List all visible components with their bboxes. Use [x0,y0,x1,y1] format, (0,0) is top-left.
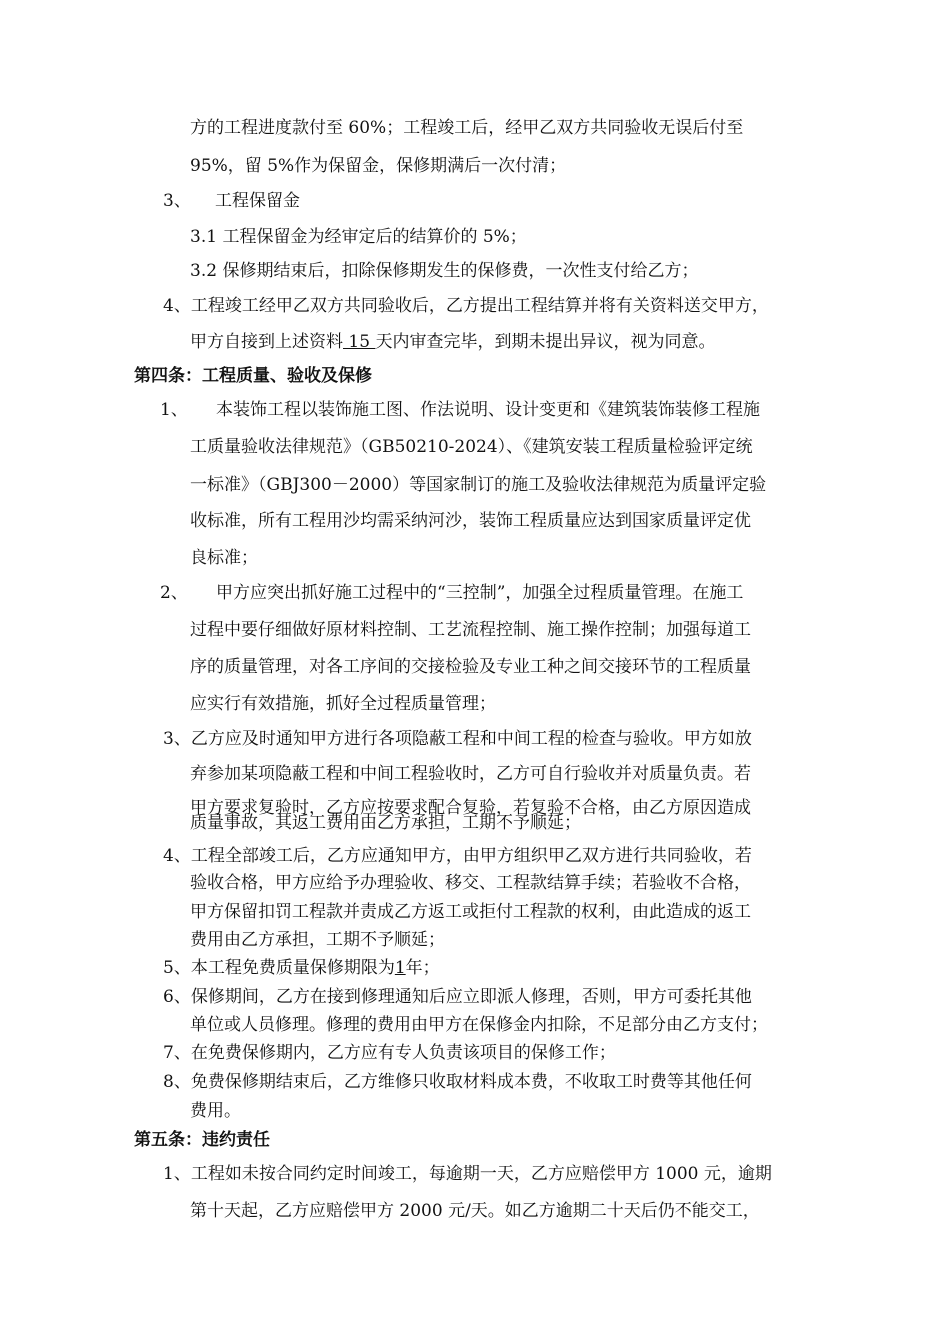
art4-item-2-line-1: 甲方应突出抓好施工过程中的“三控制”，加强全过程质量管理。在施工 [216,583,744,603]
art4-item-2-number: 2、 [160,583,188,603]
art4-item-2-line-4: 应实行有效措施，抓好全过程质量管理； [190,694,496,714]
art4-item-6-line-2: 单位或人员修理。修理的费用由甲方在保修金内扣除，不足部分由乙方支付； [190,1015,768,1035]
warranty-pre: 5、本工程免费质量保修期限为 [163,958,395,978]
art4-item-1-number: 1、 [160,400,188,420]
p0-line-2: 95%，留 5%作为保留金，保修期满后一次付清； [190,156,567,176]
review-days: 15 [343,332,376,352]
art4-item-4-line-3: 甲方保留扣罚工程款并责成乙方返工或拒付工程款的权利，由此造成的返工 [190,902,751,922]
article-4-heading: 第四条：工程质量、验收及保修 [134,366,372,386]
art4-item-5 [163,958,440,978]
art4-item-6-line-1: 6、保修期间，乙方在接到修理通知后应立即派人修理，否则，甲方可委托其他 [163,987,752,1007]
art4-item-1-line-1: 本装饰工程以装饰施工图、作法说明、设计变更和《建筑装饰装修工程施 [216,400,760,420]
art4-item-3-line-2: 弃参加某项隐蔽工程和中间工程验收时，乙方可自行验收并对质量负责。若 [190,764,751,784]
art4-item-1-line-3: 一标准》（GBJ300－2000）等国家制订的施工及验收法律规范为质量评定验 [190,475,767,495]
item-3-2: 3.2 保修期结束后，扣除保修期发生的保修费，一次性支付给乙方； [190,261,699,281]
warranty-years: 1 [394,958,406,978]
article-5-heading: 第五条：违约责任 [134,1130,270,1150]
art4-item-7: 7、在免费保修期内，乙方应有专人负责该项目的保修工作； [163,1043,616,1063]
art4-item-8-line-2: 费用。 [190,1101,241,1121]
warranty-post: 年； [405,958,440,978]
art4-item-4-line-1: 4、工程全部竣工后，乙方应通知甲方，由甲方组织甲乙双方进行共同验收，若 [163,846,752,866]
art4-item-3-line-4: 质量事故，其返工费用由乙方承担，工期不予顺延； [190,813,581,833]
art4-item-1-line-2: 工质量验收法律规范》（GB50210-2024）、《建筑安装工程质量检验评定统 [190,437,753,457]
art4-item-2-line-3: 序的质量管理，对各工序间的交接检验及专业工种之间交接环节的工程质量 [190,657,751,677]
art4-item-4-line-4: 费用由乙方承担，工期不予顺延； [190,930,445,950]
item-4-line-2 [190,332,715,352]
item-3-number: 3、 [163,191,191,211]
art4-item-1-line-5: 良标准； [190,548,258,568]
art4-item-1-line-4: 收标准，所有工程用沙均需采纳河沙，装饰工程质量应达到国家质量评定优 [190,511,751,531]
item-3-title: 工程保留金 [215,191,300,211]
art4-item-3-line-1: 3、乙方应及时通知甲方进行各项隐蔽工程和中间工程的检查与验收。甲方如放 [163,729,752,749]
art4-item-8-line-1: 8、免费保修期结束后，乙方维修只收取材料成本费，不收取工时费等其他任何 [163,1072,752,1092]
art4-item-3-line-3: 甲方要求复验时，乙方应按要求配合复验，若复验不合格，由乙方原因造成 [190,798,751,818]
item-4-line-1: 4、工程竣工经甲乙双方共同验收后，乙方提出工程结算并将有关资料送交甲方， [163,296,769,316]
item-4-post: 天内审查完毕，到期未提出异议，视为同意。 [375,332,716,352]
item-4-pre: 甲方自接到上述资料 [190,332,343,352]
art5-item-1-line-2: 第十天起，乙方应赔偿甲方 2000 元/天。如乙方逾期二十天后仍不能交工， [190,1201,760,1221]
art4-item-2-line-2: 过程中要仔细做好原材料控制、工艺流程控制、施工操作控制；加强每道工 [190,620,751,640]
item-3-1: 3.1 工程保留金为经审定后的结算价的 5%； [190,227,527,247]
art4-item-4-line-2: 验收合格，甲方应给予办理验收、移交、工程款结算手续；若验收不合格， [190,873,751,893]
art5-item-1-line-1: 1、工程如未按合同约定时间竣工，每逾期一天，乙方应赔偿甲方 1000 元，逾期 [163,1164,772,1184]
p0-line-1: 方的工程进度款付至 60%；工程竣工后，经甲乙双方共同验收无误后付至 [190,118,744,138]
